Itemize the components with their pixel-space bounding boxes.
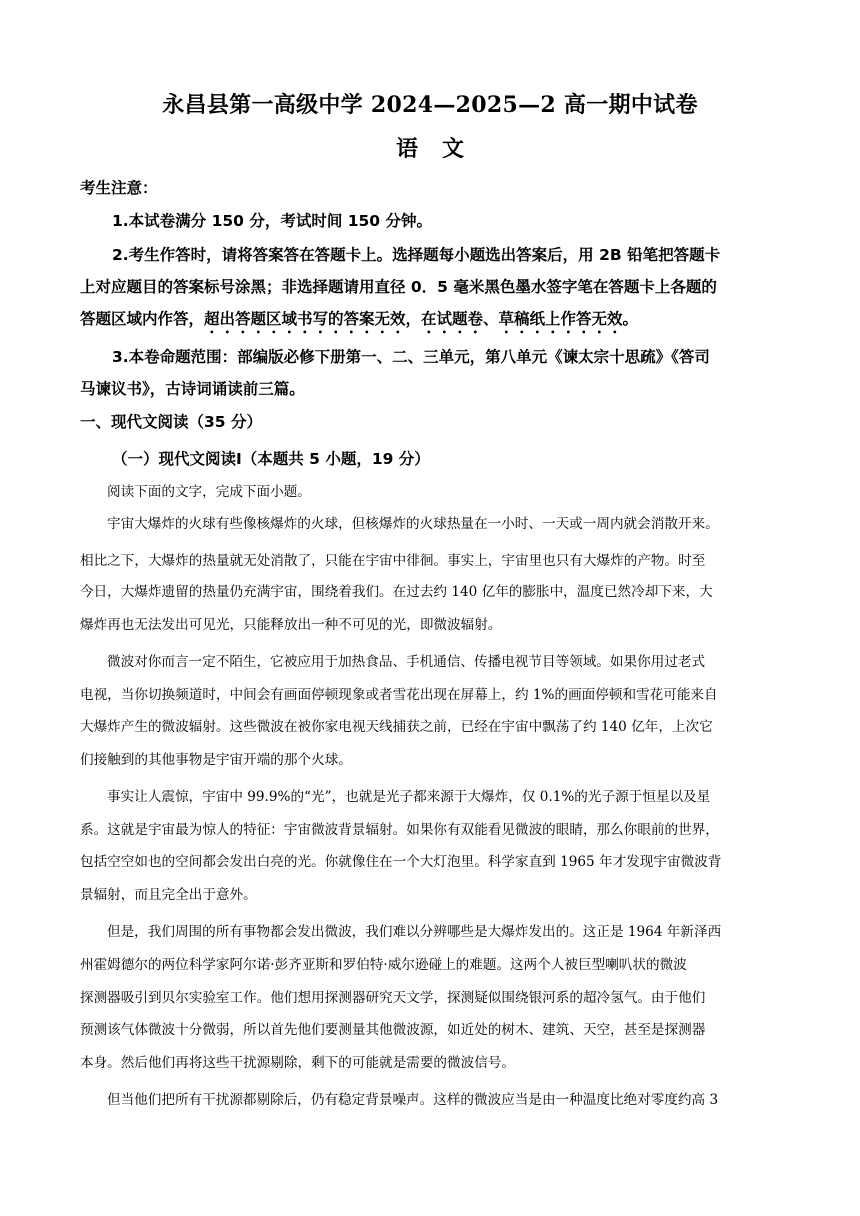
passage-line: 但当他们把所有干扰源都剔除后，仍有稳定背景噪声。这样的微波应当是由一种温度比绝对零度约高 3 xyxy=(107,1092,719,1108)
passage-line: 相比之下，大爆炸的热量就无处消散了，只能在宇宙中徘徊。事实上，宇宙里也只有大爆炸的产物。时至 xyxy=(80,553,706,569)
notice-item-3-line-2: 马谏议书》，古诗词诵读前三篇。 xyxy=(80,380,305,398)
passage-line: 景辐射，而且完全出于意外。 xyxy=(80,887,257,903)
passage-line: 本身。然后他们再将这些干扰源剔除，剩下的可能就是需要的微波信号。 xyxy=(80,1055,515,1071)
notice-text: 答题区域内作答， xyxy=(80,310,205,328)
notice-heading: 考生注意： xyxy=(80,179,158,197)
passage-line: 州霍姆德尔的两位科学家阿尔诺·彭齐亚斯和罗伯特·威尔逊碰上的难题。这两个人被巨型喇叭状的微波 xyxy=(80,957,687,973)
passage-line: 爆炸再也无法发出可见光，只能释放出一种不可见的光，即微波辐射。 xyxy=(80,617,502,633)
passage-line: 但是，我们周围的所有事物都会发出微波，我们难以分辨哪些是大爆炸发出的。这正是 1964 年新泽西 xyxy=(107,924,722,940)
passage-line: 今日，大爆炸遗留的热量仍充满宇宙，围绕着我们。在过去约 140 亿年的膨胀中，温度已然冷却下来，大 xyxy=(80,584,713,600)
notice-item-2-line-2: 上对应题目的答案标号涂黑；非选择题请用直径 0．5 毫米黑色墨水签字笔在答题卡上各题的 xyxy=(80,278,717,296)
reading-instruction: 阅读下面的文字，完成下面小题。 xyxy=(107,484,311,500)
passage-line: 事实让人震惊，宇宙中 99.9%的“光”，也就是光子都来源于大爆炸，仅 0.1%的光子源于恒星以及星 xyxy=(107,789,711,805)
passage-line: 大爆炸产生的微波辐射。这些微波在被你家电视天线捕获之前，已经在宇宙中飘荡了约 140 亿年，上次它 xyxy=(80,719,713,735)
section-heading: 一、现代文阅读（35 分） xyxy=(80,413,262,431)
passage-line: 宇宙大爆炸的火球有些像核爆炸的火球，但核爆炸的火球热量在一小时、一天或一周内就会消散开来。 xyxy=(107,516,719,532)
subject-title: 语文 xyxy=(395,136,488,162)
passage-line: 们接触到的其他事物是宇宙开端的那个火球。 xyxy=(80,752,352,768)
emphasized-text: 超出答题区域书写的答案无效，在试题卷、草稿纸上作答无效 xyxy=(204,310,623,328)
passage-line: 探测器吸引到贝尔实验室工作。他们想用探测器研究天文学，探测疑似围绕银河系的超冷氢气。由于他们 xyxy=(80,990,706,1006)
notice-item-1: 1.本试卷满分 150 分，考试时间 150 分钟。 xyxy=(112,212,432,230)
passage-line: 系。这就是宇宙最为惊人的特征：宇宙微波背景辐射。如果你有双能看见微波的眼睛，那么你眼前的世界， xyxy=(80,822,719,838)
notice-item-2-line-1: 2.考生作答时，请将答案答在答题卡上。选择题每小题选出答案后，用 2B 铅笔把答题卡 xyxy=(112,246,721,264)
exam-title: 永昌县第一高级中学 2024—2025—2 高一期中试卷 xyxy=(162,92,698,118)
notice-item-3-line-1: 3.本卷命题范围：部编版必修下册第一、二、三单元，第八单元《谏太宗十思疏》《答司 xyxy=(112,348,710,366)
notice-text: 。 xyxy=(622,310,639,328)
passage-line: 预测该气体微波十分微弱，所以首先他们要测量其他微波源，如近处的树木、建筑、天空，甚至是探测器 xyxy=(80,1022,706,1038)
subsection-heading: （一）现代文阅读Ⅰ（本题共 5 小题，19 分） xyxy=(112,450,430,468)
passage-line: 微波对你而言一定不陌生，它被应用于加热食品、手机通信、传播电视节目等领域。如果你用过老式 xyxy=(107,654,706,670)
passage-line: 包括空空如也的空间都会发出白亮的光。你就像住在一个大灯泡里。科学家直到 1965 年才发现宇宙微波背 xyxy=(80,854,722,870)
passage-line: 电视，当你切换频道时，中间会有画面停顿现象或者雪花出现在屏幕上，约 1%的画面停顿和雪花可能来自 xyxy=(80,687,718,703)
notice-item-2-line-3 xyxy=(80,303,780,337)
